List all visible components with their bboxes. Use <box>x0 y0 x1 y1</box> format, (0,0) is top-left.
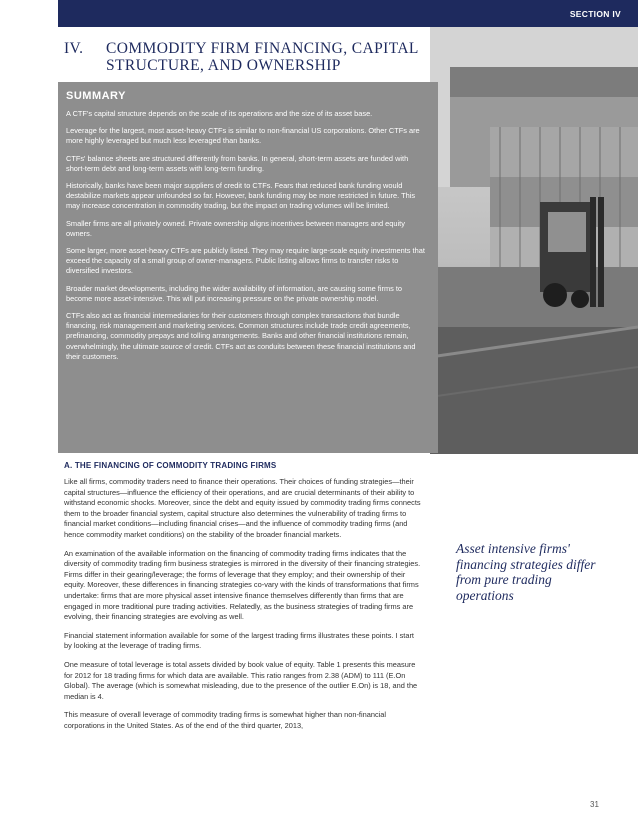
summary-heading: SUMMARY <box>66 90 126 102</box>
section-a-body <box>64 461 422 739</box>
section-label: SECTION IV <box>569 9 621 19</box>
summary-paragraph: Broader market developments, including the wider availability of information, are causing some firms to become more asset-intensive. This will put increasing pressure on the private ownership model. <box>66 283 403 303</box>
summary-paragraph: Smaller firms are all privately owned. Private ownership aligns incentives between managers and equity owners. <box>66 218 405 238</box>
pull-quote: Asset intensive firms' financing strategies differ from pure trading operations <box>456 541 596 603</box>
body-paragraph: Like all firms, commodity traders need to finance their operations. Their choices of funding strategies—their capital structures—influence the efficiency of their operations, and are crucial determinants of their ability to withstand economic shocks. Moreover, since the debt and equity issued by commodity trading firms connects them to the broader financial system, capital structure also determines the vulnerability of trading firms to financial market conditions—including financial crises—and the influence of commodity trading firms (and hence commodity market conditions) on the stability of the broader financial markets. <box>64 477 421 539</box>
summary-paragraph: CTFs also act as financial intermediaries for their customers through complex transactions that bundle financing, risk management and marketing services. Common structures include trade credit agreements, prefinancing, commodity prepays and tolling arrangements. Banks and other financial institutions remain, overwhelmingly, the ultimate source of credit. CTFs act as conduits between these financial institutions and their customers. <box>66 311 416 361</box>
body-paragraph: This measure of overall leverage of commodity trading firms is somewhat higher than non-financial corporations in the United States. As of the end of the third quarter, 2013, <box>64 710 387 730</box>
summary-paragraphs <box>66 109 426 369</box>
summary-paragraph: A CTF's capital structure depends on the scale of its operations and the size of its asset base. <box>66 109 373 118</box>
body-paragraph: Financial statement information available for some of the largest trading firms illustrates these points. I start by looking at the leverage of trading firms. <box>64 630 414 651</box>
summary-paragraph: Historically, banks have been major suppliers of credit to CTFs. Fears that reduced bank funding would destabilize markets appear unfounded so far. However, bank funding may be more restricted in future. This may increase concentration in commodity trading, but the impact on trading volumes will be limited. <box>66 181 416 211</box>
section-a-heading: A. THE FINANCING OF COMMODITY TRADING FIRMS <box>64 461 277 470</box>
section-title-text: COMMODITY FIRM FINANCING, CAPITAL STRUCTURE, AND OWNERSHIP <box>106 40 419 74</box>
section-header-bar <box>58 0 638 27</box>
body-paragraph: An examination of the available information on the financing of commodity trading firms indicates that the diversity of commodity trading firm business strategies is mirrored in the diversity of their financing strategies. Firms differ in their gearing/leverage; the forms of leverage that they employ; and their ownership of their equity. Moreover, these differences in financing strategies co-vary with the kinds of transformations that firms undertake: firms that are more physical asset intensive finance themselves differently than firms that are engaged in more traditional pure trading activities. Relatedly, as the business strategies of trading firms are evolving, their financing strategies are evolving as well. <box>64 548 421 622</box>
page-number: 31 <box>590 800 599 809</box>
summary-box <box>58 82 438 453</box>
summary-paragraph: CTFs' balance sheets are structured differently from banks. In general, short-term assets are funded with short-term debt and long-term assets with long-term funding. <box>66 153 409 173</box>
summary-paragraph: Some larger, more asset-heavy CTFs are publicly listed. They may require large-scale equity investments that exceed the capacity of a small group of owner-managers. Public listing allows firms to transfer risks to diversified investors. <box>66 246 425 276</box>
forklift-port-photo <box>430 27 638 454</box>
body-paragraph: One measure of total leverage is total assets divided by book value of equity. Table 1 presents this measure for 2012 for 18 trading firms for which data are available. This ratio ranges from 2.38 (ADM) to 111 (E.On Global). The average (which is somewhat misleading, due to the presence of the outlier E.On) is 18, and the median is 4. <box>64 659 418 701</box>
section-number: IV. <box>64 40 84 57</box>
forklift-photo-illustration <box>430 27 638 454</box>
summary-paragraph: Leverage for the largest, most asset-heavy CTFs is similar to non-financial US corporations. Other CTFs are more highly leveraged but much less leveraged than banks. <box>66 126 420 146</box>
